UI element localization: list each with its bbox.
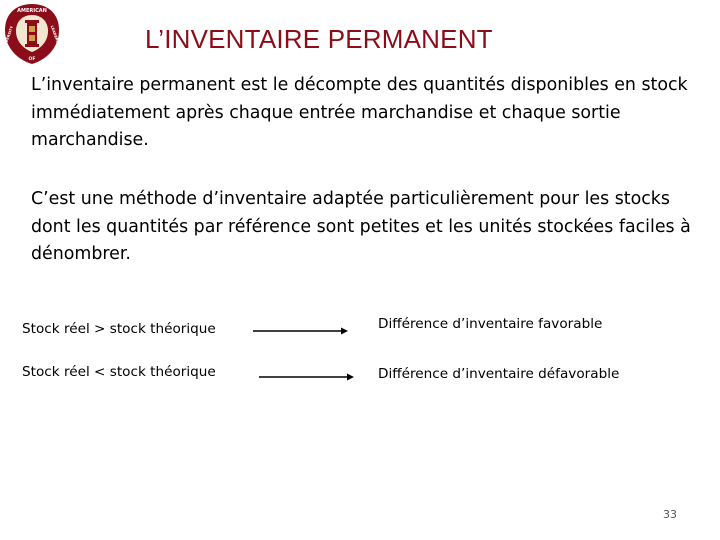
svg-text:UNIVERSITY: UNIVERSITY [2, 25, 15, 50]
arrow-right-icon [259, 372, 354, 382]
row-1-condition: Stock réel > stock théorique [22, 321, 216, 337]
row-2-result: Différence d’inventaire défavorable [378, 366, 620, 382]
arrow-right-icon [253, 326, 348, 336]
page-number: 33 [663, 508, 677, 521]
paragraph-definition: L’inventaire permanent est le décompte des quantités disponibles en stock immédiatement après chaque entrée marchandise et chaque sortie marchandise. [31, 75, 688, 150]
svg-text:LEADERSHIP: LEADERSHIP [49, 25, 62, 51]
svg-text:OF: OF [28, 57, 36, 62]
slide-title: L’INVENTAIRE PERMANENT [145, 24, 493, 54]
university-seal-logo [2, 2, 62, 66]
paragraph-method: C’est une méthode d’inventaire adaptée particulièrement pour les stocks dont les quantités par référence sont petites et les unités stockées faciles à dénombrer. [31, 189, 691, 264]
svg-text:AMERICAN: AMERICAN [17, 8, 47, 14]
row-2-condition: Stock réel < stock théorique [22, 364, 216, 380]
row-1-result: Différence d’inventaire favorable [378, 316, 603, 332]
